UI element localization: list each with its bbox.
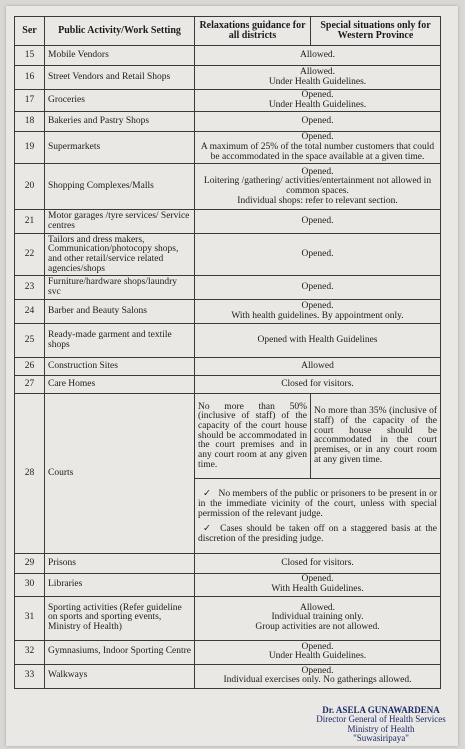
guidance-line: Under Health Guidelines. — [268, 651, 367, 662]
row-ser: 31 — [15, 596, 45, 640]
header-row — [15, 17, 441, 46]
table-row — [15, 164, 441, 210]
row-guidance — [195, 300, 441, 324]
row-ser: 27 — [15, 376, 45, 394]
row-activity: Bakeries and Pastry Shops — [45, 112, 195, 132]
row-ser: 20 — [15, 164, 45, 210]
table-row — [15, 132, 441, 164]
guidance-line: Opened. — [301, 132, 334, 143]
table-row — [15, 210, 441, 234]
guidance-line: Allowed. — [299, 66, 336, 77]
guidance-line: Individual shops: refer to relevant section. — [237, 195, 398, 206]
table-row — [15, 358, 441, 376]
guidance-line: Opened. — [301, 216, 334, 227]
guidance-line: Opened. — [301, 665, 334, 676]
courts-note-text: No members of the public or prisoners to be present in or in the immediate vicinity of the court, unless with special permission of the relevant judge. — [198, 489, 438, 519]
guidance-line: Under Health Guidelines. — [268, 99, 367, 110]
row-guidance — [195, 164, 441, 210]
table-row — [15, 640, 441, 664]
table-row — [15, 300, 441, 324]
guidance-line: Opened. — [301, 90, 334, 100]
row-ser: 32 — [15, 640, 45, 664]
table-row — [15, 90, 441, 112]
row-ser: 18 — [15, 112, 45, 132]
row-ser: 28 — [15, 394, 45, 554]
signature-title: Director General of Health Services — [316, 714, 446, 725]
row-activity: Walkways — [45, 664, 195, 688]
table-row — [15, 46, 441, 66]
guidance-line: A maximum of 25% of the total number customers that could be accommodated in the space available at a given time. — [200, 142, 435, 162]
row-activity: Street Vendors and Retail Shops — [45, 66, 195, 90]
row-activity: Courts — [45, 394, 195, 554]
row-activity: Tailors and dress makers, Communication/photocopy shops, and other retail/service related agencies/shops — [45, 234, 195, 276]
row-activity: Groceries — [45, 90, 195, 112]
table-body-after-courts — [15, 554, 441, 688]
row-ser: 22 — [15, 234, 45, 276]
guidance-line: Individual training only. — [271, 612, 364, 623]
courts-western-province: No more than 35% (inclusive of staff) of the capacity of the court house should be accommodated in the court premises, or in any court room at any given time. — [311, 394, 441, 479]
row-guidance — [195, 132, 441, 164]
signature-block — [306, 706, 456, 744]
row-guidance — [195, 574, 441, 596]
row-activity: Mobile Vendors — [45, 46, 195, 66]
table-row — [15, 276, 441, 300]
table-row-courts — [15, 394, 441, 479]
signature-org: Ministry of Health — [347, 723, 415, 734]
row-ser: 26 — [15, 358, 45, 376]
row-ser: 19 — [15, 132, 45, 164]
guidance-line: Opened. — [301, 249, 334, 260]
row-activity: Barber and Beauty Salons — [45, 300, 195, 324]
guidance-line: Opened. — [301, 282, 334, 293]
row-ser: 21 — [15, 210, 45, 234]
header-ser: Ser — [15, 17, 45, 46]
row-guidance — [195, 90, 441, 112]
courts-all-districts: No more than 50% (inclusive of staff) of the capacity of the court house should be accommodated in the court premises and in any court room at any given time. — [195, 394, 311, 479]
row-guidance — [195, 112, 441, 132]
row-activity: Ready-made garment and textile shops — [45, 324, 195, 358]
row-guidance — [195, 664, 441, 688]
signature-name: Dr. ASELA GUNAWARDENA — [322, 705, 440, 715]
guidance-line: Under Health Guidelines. — [268, 76, 367, 87]
row-guidance — [195, 554, 441, 574]
courts-note-text: Cases should be taken off on a staggered basis at the discretion of the presiding judge. — [198, 524, 437, 544]
guidance-line: With health guidelines. By appointment only. — [231, 310, 404, 321]
table-row — [15, 112, 441, 132]
guidance-line: Opened with Health Guidelines — [257, 335, 378, 346]
row-activity: Furniture/hardware shops/laundry svc — [45, 276, 195, 300]
row-activity: Supermarkets — [45, 132, 195, 164]
row-ser: 25 — [15, 324, 45, 358]
guidance-line: Opened. — [301, 301, 334, 312]
row-ser: 29 — [15, 554, 45, 574]
row-guidance — [195, 596, 441, 640]
table-row — [15, 554, 441, 574]
check-icon: ✓ — [203, 524, 211, 535]
row-ser: 16 — [15, 66, 45, 90]
guidance-line: Allowed. — [299, 49, 336, 60]
guidance-line: Closed for visitors. — [281, 558, 354, 569]
row-guidance — [195, 210, 441, 234]
row-ser: 17 — [15, 90, 45, 112]
row-activity: Motor garages /tyre services/ Service centres — [45, 210, 195, 234]
table-row — [15, 376, 441, 394]
row-activity: Libraries — [45, 574, 195, 596]
header-activity: Public Activity/Work Setting — [45, 17, 195, 46]
guidance-line: Group activities are not allowed. — [255, 622, 380, 633]
row-guidance — [195, 66, 441, 90]
row-ser: 23 — [15, 276, 45, 300]
table-row — [15, 324, 441, 358]
row-ser: 33 — [15, 664, 45, 688]
row-ser: 24 — [15, 300, 45, 324]
row-activity: Construction Sites — [45, 358, 195, 376]
guidance-line: Opened. — [301, 641, 334, 652]
check-icon: ✓ — [203, 489, 211, 500]
guidance-table — [14, 16, 441, 689]
row-guidance — [195, 46, 441, 66]
signature-place: "Suwasiripaya" — [353, 733, 409, 744]
courts-note — [198, 525, 437, 544]
row-activity: Prisons — [45, 554, 195, 574]
table-row — [15, 66, 441, 90]
table-row — [15, 596, 441, 640]
row-activity: Sporting activities (Refer guideline on sports and sporting events, Ministry of Health) — [45, 596, 195, 640]
document-page — [6, 6, 458, 746]
guidance-line: Closed for visitors. — [281, 379, 354, 390]
row-guidance — [195, 358, 441, 376]
table-row — [15, 664, 441, 688]
guidance-line: With Health Guidelines. — [271, 584, 364, 595]
guidance-line: Loitering /gathering/ activities/entertainment not allowed in common spaces. — [203, 176, 432, 196]
header-western-province: Special situations only for Western Province — [311, 17, 441, 46]
row-ser: 15 — [15, 46, 45, 66]
row-guidance — [195, 376, 441, 394]
guidance-line: Opened. — [301, 574, 334, 585]
row-guidance — [195, 324, 441, 358]
row-activity: Care Homes — [45, 376, 195, 394]
row-ser: 30 — [15, 574, 45, 596]
row-guidance — [195, 234, 441, 276]
guidance-line: Opened. — [301, 116, 334, 127]
row-activity: Gymnasiums, Indoor Sporting Centre — [45, 640, 195, 664]
guidance-line: Individual exercises only. No gatherings allowed. — [223, 675, 412, 686]
row-activity: Shopping Complexes/Malls — [45, 164, 195, 210]
guidance-line: Allowed — [301, 361, 334, 372]
table-body-courts — [15, 394, 441, 554]
courts-notes — [195, 479, 441, 554]
row-guidance — [195, 276, 441, 300]
header-relaxations: Relaxations guidance for all districts — [195, 17, 311, 46]
guidance-line: Allowed. — [299, 602, 336, 613]
guidance-line: Opened. — [301, 166, 334, 177]
courts-note — [198, 490, 437, 519]
row-guidance — [195, 640, 441, 664]
table-row — [15, 234, 441, 276]
table-row — [15, 574, 441, 596]
table-body-before-courts — [15, 46, 441, 394]
